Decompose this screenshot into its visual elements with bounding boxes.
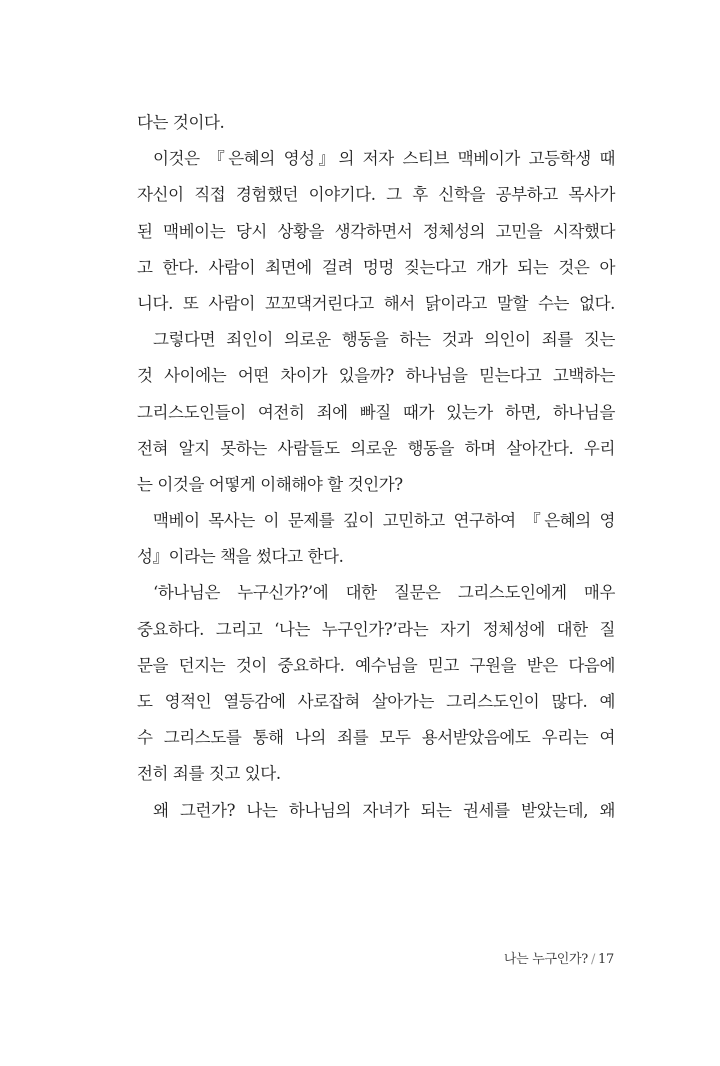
body-text	[137, 105, 615, 829]
text-line: 맥베이 목사는 이 문제를 깊이 고민하고 연구하여 『은혜의 영	[153, 511, 615, 531]
text-line: 그리스도인들이 여전히 죄에 빠질 때가 있는가 하면, 하나님을	[137, 402, 615, 422]
page-number: 17	[598, 952, 614, 967]
running-title: 나는 누구인가?	[503, 952, 588, 967]
text-line: 도 영적인 열등감에 사로잡혀 살아가는 그리스도인이 많다. 예	[137, 692, 615, 711]
text-line: 왜 그런가? 나는 하나님의 자녀가 되는 권세를 받았는데, 왜	[153, 800, 615, 820]
text-line: 그렇다면 죄인이 의로운 행동을 하는 것과 의인이 죄를 짓는	[153, 330, 615, 350]
text-line: 전혀 알지 못하는 사람들도 의로운 행동을 하며 살아간다. 우리	[137, 438, 615, 458]
text-line: 자신이 직접 경험했던 이야기다. 그 후 신학을 공부하고 목사가	[137, 185, 615, 205]
text-line: 니다. 또 사람이 꼬꼬댁거린다고 해서 닭이라고 말할 수는 없다.	[137, 293, 615, 313]
text-line: 문을 던지는 것이 중요하다. 예수님을 믿고 구원을 받은 다음에	[137, 655, 615, 675]
text-line: 다는 것이다.	[137, 113, 225, 132]
text-line: 수 그리스도를 통해 나의 죄를 모두 용서받았음에도 우리는 여	[137, 728, 615, 748]
text-line: 성』이라는 책을 썼다고 한다.	[137, 547, 344, 567]
text-line: 것 사이에는 어떤 차이가 있을까? 하나님을 믿는다고 고백하는	[137, 366, 615, 386]
text-line: 된 맥베이는 당시 상황을 생각하면서 정체성의 고민을 시작했다	[137, 221, 615, 241]
text-line: ‘하나님은 누구신가?’에 대한 질문은 그리스도인에게 매우	[153, 583, 615, 603]
page-footer	[504, 950, 614, 970]
text-line: 전히 죄를 짓고 있다.	[137, 764, 281, 784]
text-line: 중요하다. 그리고 ‘나는 누구인가?’라는 자기 정체성에 대한 질	[137, 619, 615, 639]
text-line: 고 한다. 사람이 최면에 걸려 멍멍 짖는다고 개가 되는 것은 아	[137, 257, 615, 277]
text-line: 이것은 『은혜의 영성』의 저자 스티브 맥베이가 고등학생 때	[153, 149, 615, 169]
text-line: 는 이것을 어떻게 이해해야 할 것인가?	[137, 474, 403, 494]
footer-separator: /	[590, 952, 596, 967]
